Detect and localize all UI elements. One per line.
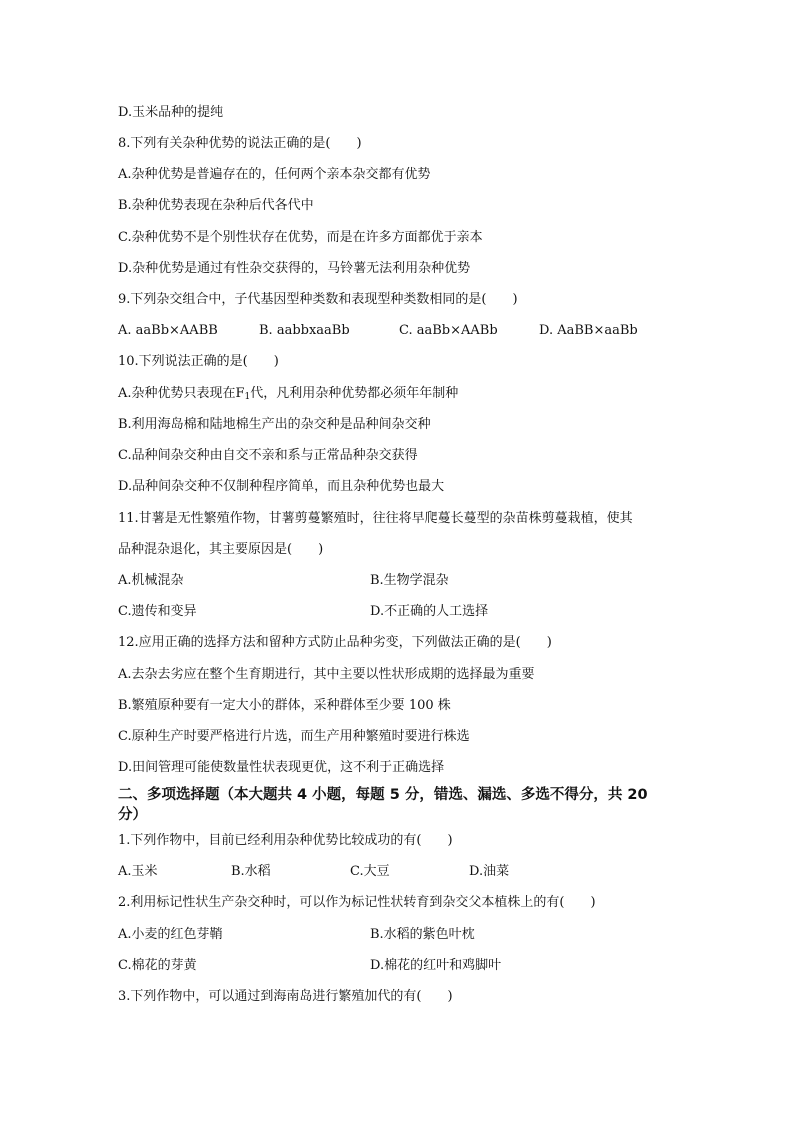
multi-option-1b: B.水稻 [231,864,271,879]
option-9c: C. aaBb×AABb [399,323,498,338]
option-7d: D.玉米品种的提纯 [118,105,224,120]
question-12: 12.应用正确的选择方法和留种方式防止品种劣变，下列做法正确的是( ) [118,635,552,650]
question-9: 9.下列杂交组合中，子代基因型种类数和表现型种类数相同的是( ) [118,292,518,307]
option-10a-post: 代，凡利用杂种优势都必须年年制种 [250,386,459,401]
multi-question-2: 2.利用标记性状生产杂交种时，可以作为标记性状转育到杂交父本植株上的有( ) [118,895,596,910]
f1-subscript: 1 [244,392,251,402]
option-9a: A. aaBb×AABB [118,323,218,338]
multi-option-2a: A.小麦的红色芽鞘 [118,927,223,942]
question-10: 10.下列说法正确的是( ) [118,354,279,369]
question-11-line2: 品种混杂退化，其主要原因是( ) [118,542,324,557]
option-10d: D.品种间杂交种不仅制种程序简单，而且杂种优势也最大 [118,479,445,494]
section-2-heading-line2: 分） [118,807,147,823]
question-11-line1: 11.甘薯是无性繁殖作物，甘薯剪蔓繁殖时，往往将早爬蔓长蔓型的杂苗株剪蔓栽植，使其 [118,511,633,526]
option-12b: B.繁殖原种要有一定大小的群体，采种群体至少要 100 株 [118,698,451,713]
option-8d: D.杂种优势是通过有性杂交获得的，马铃薯无法利用杂种优势 [118,261,471,276]
option-8b: B.杂种优势表现在杂种后代各代中 [118,198,314,213]
option-10a-pre: A.杂种优势只表现在F [118,386,245,401]
option-8c: C.杂种优势不是个别性状存在优势，而是在许多方面都优于亲本 [118,230,483,245]
question-8: 8.下列有关杂种优势的说法正确的是( ) [118,136,362,151]
option-12a: A.去杂去劣应在整个生育期进行，其中主要以性状形成期的选择最为重要 [118,667,535,682]
option-9b: B. aabbxaaBb [259,323,350,338]
section-2-heading-line1: 二、多项选择题（本大题共 4 小题，每题 5 分，错选、漏选、多选不得分，共 20 [118,787,648,803]
option-11d: D.不正确的人工选择 [370,604,489,619]
option-10a [118,385,458,406]
option-12d: D.田间管理可能使数量性状表现更优，这不利于正确选择 [118,760,445,775]
multi-option-1a: A.玉米 [118,864,158,879]
multi-option-2c: C.棉花的芽黄 [118,958,197,973]
option-10b: B.利用海岛棉和陆地棉生产出的杂交种是品种间杂交种 [118,417,431,432]
multi-option-1d: D.油菜 [469,864,510,879]
option-9d: D. AaBB×aaBb [539,323,638,338]
multi-question-1: 1.下列作物中，目前已经利用杂种优势比较成功的有( ) [118,833,453,848]
option-11b: B.生物学混杂 [370,573,449,588]
multi-option-2d: D.棉花的红叶和鸡脚叶 [370,958,502,973]
option-11c: C.遗传和变异 [118,604,197,619]
option-8a: A.杂种优势是普遍存在的，任何两个亲本杂交都有优势 [118,167,431,182]
multi-question-3: 3.下列作物中，可以通过到海南岛进行繁殖加代的有( ) [118,989,453,1004]
multi-option-2b: B.水稻的紫色叶枕 [370,927,475,942]
option-10c: C.品种间杂交种由自交不亲和系与正常品种杂交获得 [118,448,418,463]
option-12c: C.原种生产时要严格进行片选，而生产用种繁殖时要进行株选 [118,729,470,744]
option-11a: A.机械混杂 [118,573,184,588]
multi-option-1c: C.大豆 [350,864,390,879]
